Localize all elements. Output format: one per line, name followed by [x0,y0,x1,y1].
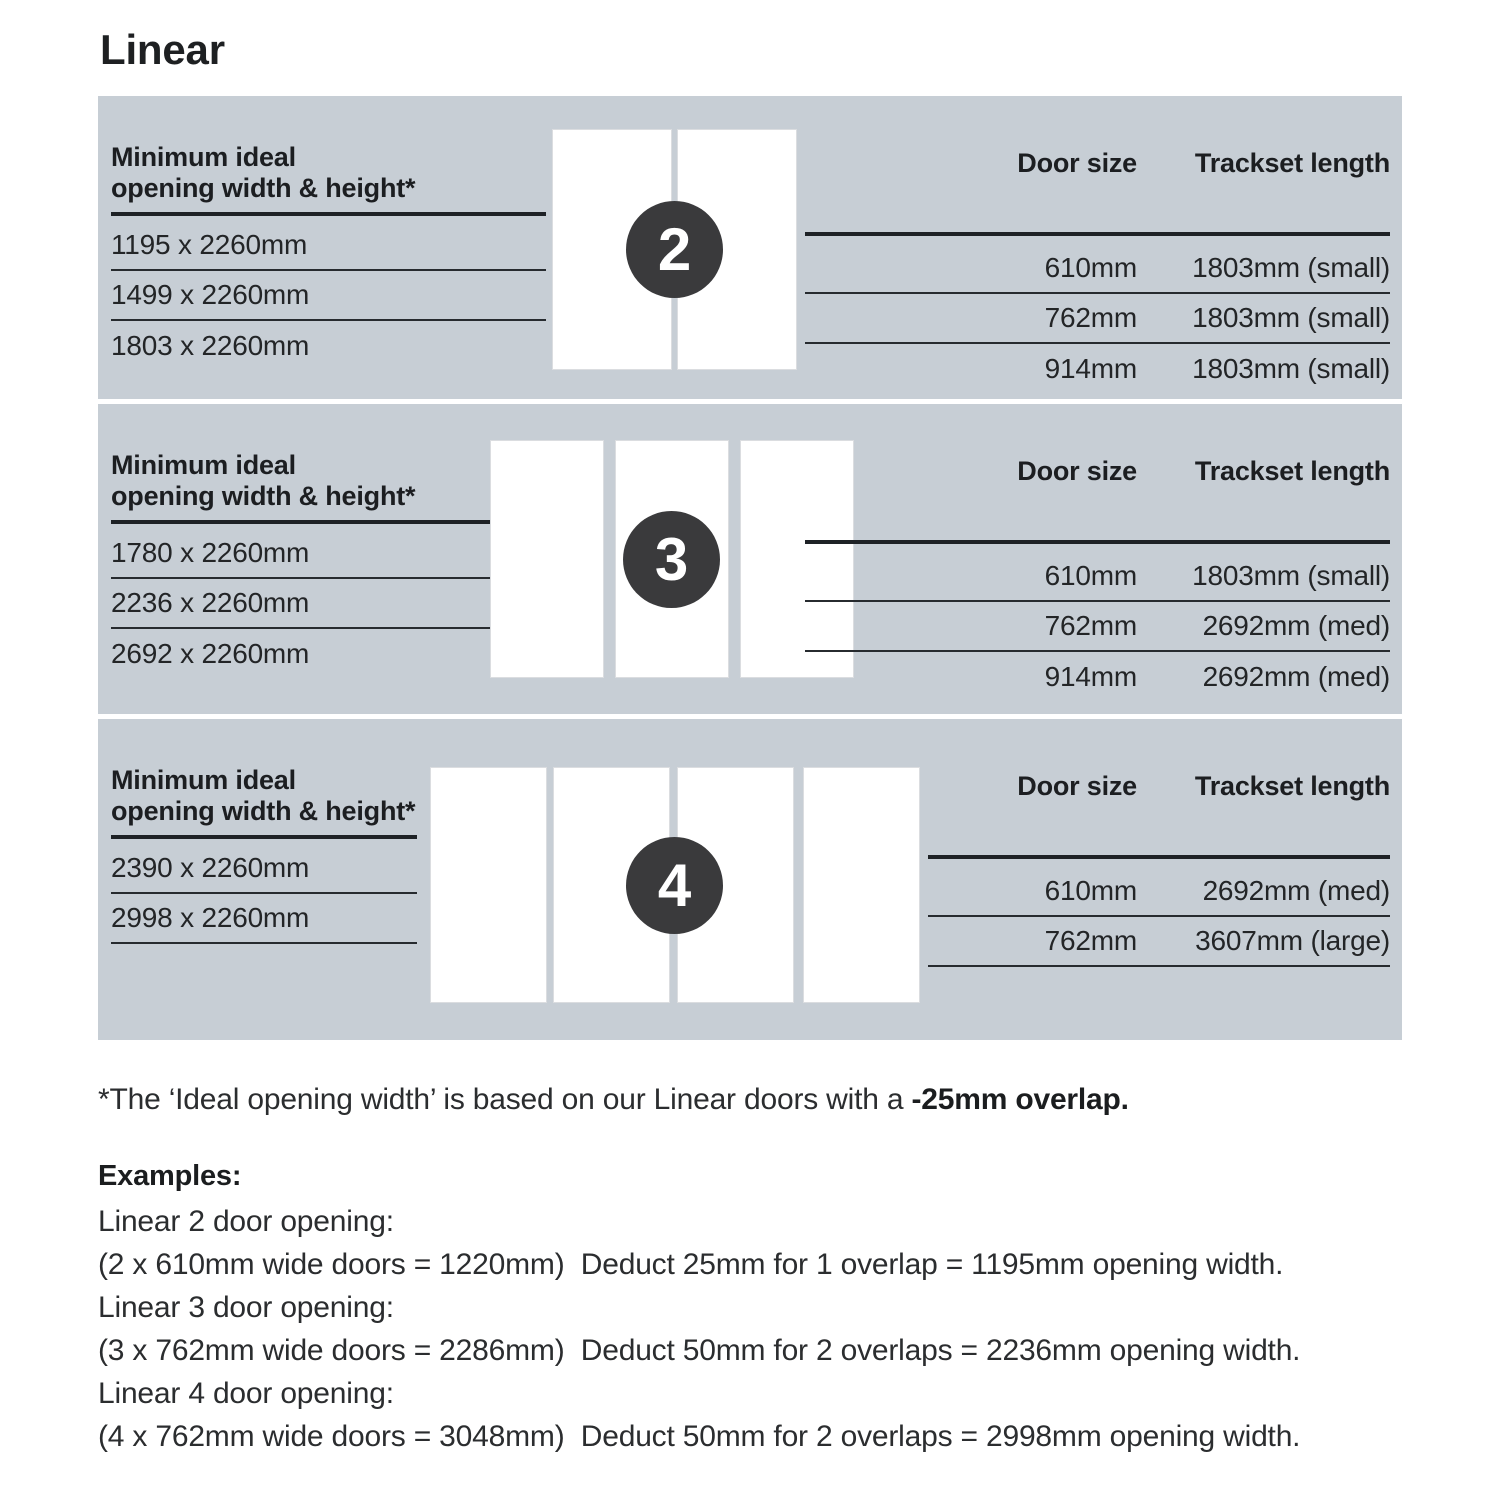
opening-size-value: 1499 x 2260mm [111,279,310,310]
door-size-value: 914mm [1044,353,1137,384]
opening-size-value: 2998 x 2260mm [111,902,310,933]
trackset-column-header: Trackset length [1194,456,1390,486]
opening-size-table [111,404,546,679]
trackset-value: 1803mm (small) [1192,302,1390,333]
trackset-value: 2692mm (med) [1202,661,1390,692]
footnote [98,1083,1129,1117]
page-title: Linear [100,26,225,73]
examples-list [98,1200,1300,1458]
section-2-door [98,96,1402,399]
example-label: Linear 2 door opening: [98,1205,394,1238]
table-row [111,844,417,894]
example-detail: (2 x 610mm wide doors = 1220mm) Deduct 25mm for 1 overlap = 1195mm opening width. [98,1248,1284,1281]
door-count: 4 [657,852,692,919]
door-size-value: 762mm [1044,610,1137,641]
door-size-value: 610mm [1044,560,1137,591]
table-row [111,271,546,321]
door-panel [490,440,604,678]
door-size-value: 610mm [1044,252,1137,283]
section-4-door [98,719,1402,1040]
door-size-table-header [805,456,1390,540]
opening-size-header-line2: opening width & height* [111,796,416,826]
table-row [928,867,1390,917]
door-size-column-header: Door size [1017,456,1137,486]
opening-size-header-line2: opening width & height* [111,481,416,511]
opening-size-header [111,142,546,204]
opening-size-header [111,765,417,827]
opening-size-value: 2692 x 2260mm [111,638,310,669]
table-row [111,321,546,371]
door-count-badge [626,837,723,934]
door-size-table-header [928,771,1390,855]
opening-size-header-line1: Minimum ideal [111,765,296,795]
example-label: Linear 4 door opening: [98,1377,394,1410]
opening-size-header-line1: Minimum ideal [111,450,296,480]
trackset-value: 3607mm (large) [1195,925,1390,956]
opening-size-value: 1780 x 2260mm [111,537,310,568]
example-label: Linear 3 door opening: [98,1291,394,1324]
door-size-table [805,96,1390,394]
trackset-value: 1803mm (small) [1192,353,1390,384]
opening-size-header [111,450,546,512]
door-count: 2 [657,216,692,283]
door-size-rows [805,544,1390,702]
opening-size-table [111,96,546,371]
opening-size-rows [111,839,417,944]
door-count-badge [626,201,723,298]
size-guide-panel [98,96,1402,1040]
footnote-text: *The ‘Ideal opening width’ is based on our Linear doors with a [98,1083,912,1116]
door-size-column-header: Door size [1017,148,1137,178]
door-size-rows [805,236,1390,394]
door-size-value: 610mm [1044,875,1137,906]
opening-size-value: 2236 x 2260mm [111,587,310,618]
table-row [111,629,546,679]
opening-size-value: 1803 x 2260mm [111,330,310,361]
table-row [111,529,546,579]
opening-size-header-line2: opening width & height* [111,173,416,203]
examples-heading: Examples: [98,1160,242,1192]
table-row [805,294,1390,344]
door-panel [430,767,547,1003]
trackset-value: 1803mm (small) [1192,560,1390,591]
door-size-column-header: Door size [1017,771,1137,801]
trackset-column-header: Trackset length [1194,148,1390,178]
opening-size-value: 2390 x 2260mm [111,852,310,883]
table-row [805,244,1390,294]
trackset-column-header: Trackset length [1194,771,1390,801]
table-row [111,894,417,944]
door-size-value: 762mm [1044,302,1137,333]
opening-size-value: 1195 x 2260mm [111,229,308,260]
trackset-value: 1803mm (small) [1192,252,1390,283]
example-detail: (3 x 762mm wide doors = 2286mm) Deduct 50mm for 2 overlaps = 2236mm opening width. [98,1334,1301,1367]
section-3-door [98,404,1402,714]
opening-size-rows [111,216,546,371]
door-size-value: 914mm [1044,661,1137,692]
table-row [928,917,1390,967]
door-count: 3 [654,526,689,593]
footnote-bold: -25mm overlap. [911,1083,1129,1116]
example-detail: (4 x 762mm wide doors = 3048mm) Deduct 50mm for 2 overlaps = 2998mm opening width. [98,1420,1301,1453]
table-row [805,552,1390,602]
opening-size-rows [111,524,546,679]
table-row [111,579,546,629]
trackset-value: 2692mm (med) [1202,875,1390,906]
door-size-table [928,719,1390,967]
door-size-value: 762mm [1044,925,1137,956]
door-panel [803,767,920,1003]
door-count-badge [623,511,720,608]
table-row [805,602,1390,652]
door-size-table [805,404,1390,702]
trackset-value: 2692mm (med) [1202,610,1390,641]
table-row [805,652,1390,702]
opening-size-header-line1: Minimum ideal [111,142,296,172]
table-row [111,221,546,271]
opening-size-table [111,719,417,944]
door-size-rows [928,859,1390,967]
door-size-table-header [805,148,1390,232]
table-row [805,344,1390,394]
